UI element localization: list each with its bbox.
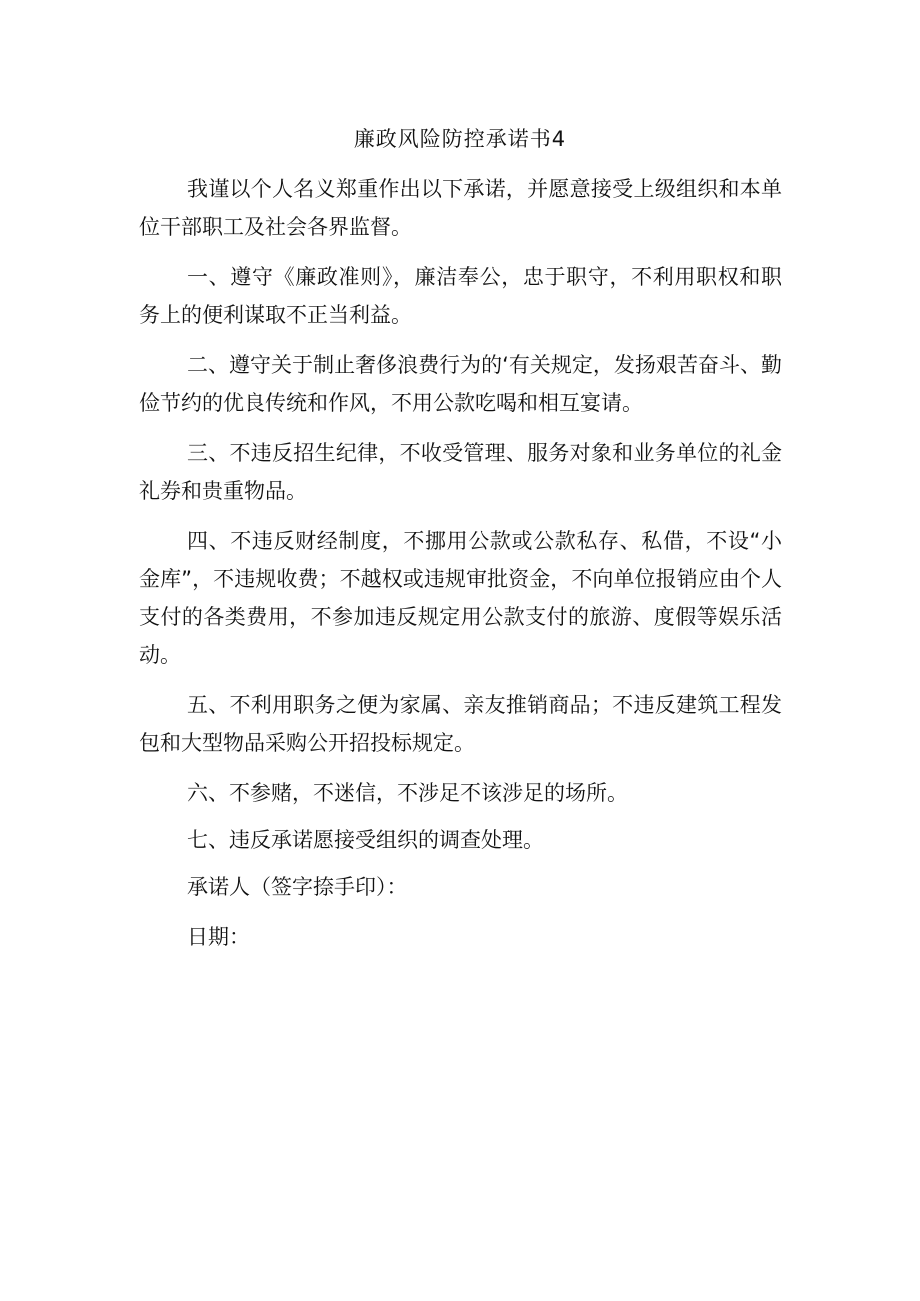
commitment-item-3: 三、不违反招生纪律，不收受管理、服务对象和业务单位的礼金礼券和贵重物品。 bbox=[139, 441, 782, 503]
intro-paragraph: 我谨以个人名义郑重作出以下承诺，并愿意接受上级组织和本单位干部职工及社会各界监督。 bbox=[139, 177, 782, 239]
commitment-item-7: 七、违反承诺愿接受组织的调查处理。 bbox=[187, 828, 544, 852]
commitment-item-4: 四、不违反财经制度，不挪用公款或公款私存、私借，不设“小金库”，不违规收费；不越权或违规审批资金，不向单位报销应由个人支付的各类费用，不参加违反规定用公款支付的旅游、度假等娱乐活动。 bbox=[139, 529, 782, 667]
date-label: 日期： bbox=[187, 925, 250, 949]
commitment-item-1: 一、遵守《廉政准则》，廉洁奉公，忠于职守，不利用职权和职务上的便利谋取不正当利益。 bbox=[139, 265, 782, 327]
commitment-item-5: 五、不利用职务之便为家属、亲友推销商品；不违反建筑工程发包和大型物品采购公开招投标规定。 bbox=[139, 693, 782, 755]
commitment-item-6: 六、不参赌，不迷信，不涉足不该涉足的场所。 bbox=[187, 781, 628, 805]
document-body bbox=[139, 170, 782, 968]
commitment-item-2: 二、遵守关于制止奢侈浪费行为的‘有关规定，发扬艰苦奋斗、勤俭节约的优良传统和作风，不用公款吃喝和相互宴请。 bbox=[139, 353, 782, 415]
document-title: 廉政风险防控承诺书4 bbox=[353, 127, 567, 151]
signature-label: 承诺人（签字捺手印）： bbox=[187, 875, 408, 899]
